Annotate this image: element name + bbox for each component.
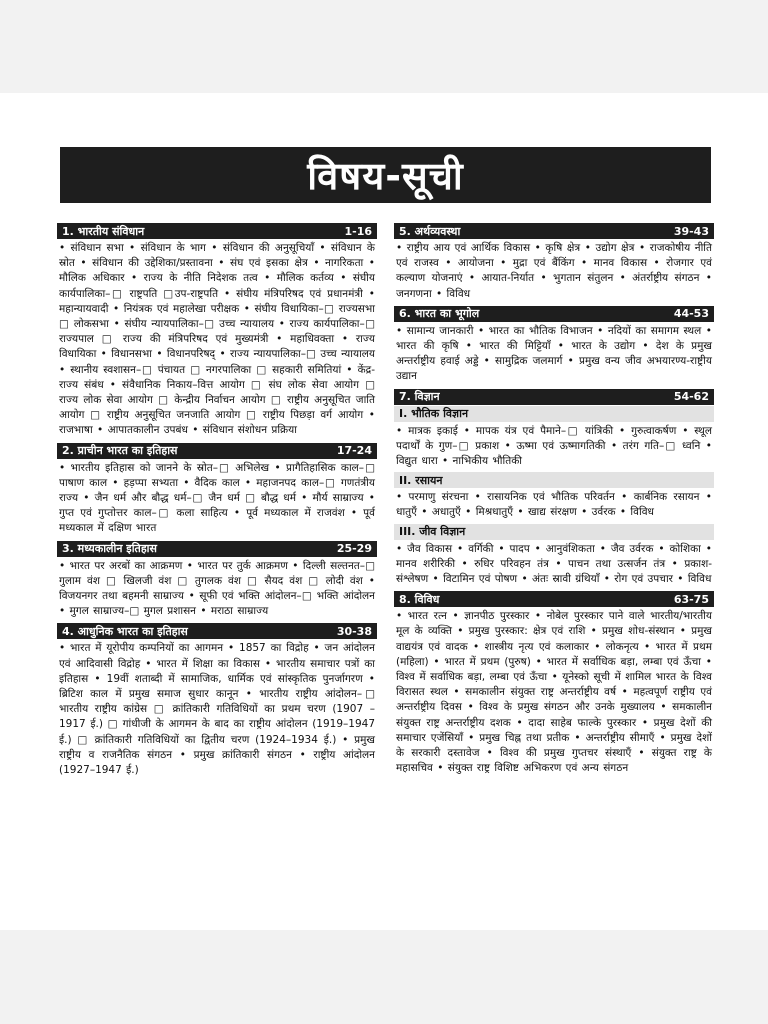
toc-section <box>57 443 377 539</box>
section-header[interactable] <box>394 223 714 239</box>
section-topics: • राष्ट्रीय आय एवं आर्थिक विकास • कृषि क्षेत्र • उद्योग क्षेत्र • राजकोषीय नीति एवं राजस्व • आयोजना • मुद्रा एवं बैंकिंग • मानव विकास • रोजगार एवं कल्याण योजनाएं • आयात-निर्यात • भुगतान संतुलन • अंतर्राष्ट्रीय संगठन • जनगणना • विविध <box>396 242 712 300</box>
section-page-range: 1-16 <box>344 224 372 238</box>
section-topics: • भारत पर अरबों का आक्रमण • भारत पर तुर्क आक्रमण • दिल्ली सल्तनत–□ गुलाम वंश □ खिलजी वंश □ तुगलक वंश □ सैयद वंश □ लोदी वंश • विजयनगर तथा बहमनी साम्राज्य • सूफी एवं भक्ति आंदोलन–□ भक्ति आंदोलन • मुगल साम्राज्य–□ मुगल प्रशासन • मराठा साम्राज्य <box>59 559 375 618</box>
section-title: 4. आधुनिक भारत का इतिहास <box>62 624 188 638</box>
subsection-title: I. भौतिक विज्ञान <box>399 407 469 421</box>
section-page-range: 39-43 <box>673 224 709 238</box>
subsection-header[interactable] <box>394 472 714 488</box>
section-page-range: 25-29 <box>336 542 372 556</box>
subsection-contents <box>394 422 714 472</box>
section-title: 2. प्राचीन भारत का इतिहास <box>62 444 178 458</box>
section-topics: • भारत में यूरोपीय कम्पनियों का आगमन • 1857 का विद्रोह • जन आंदोलन एवं आदिवासी विद्रोह • भारत में शिक्षा का विकास • भारतीय समाचार पत्रों का इतिहास • 19वीं शताब्दी में सामाजिक, धार्मिक एवं सांस्कृतिक पुनर्जागरण • ब्रिटिश काल में प्रमुख समाज सुधार कानून • भारतीय राष्ट्रीय आंदोलन–□ भारतीय राष्ट्रीय कांग्रेस □ क्रांतिकारी गतिविधियों का प्रथम चरण (1907 –1917 ई.) □ गांधीजी के आगमन के बाद का राष्ट्रीय आंदोलन (1919–1947 ई.) □ क्रांतिकारी गतिविधियों का द्वितीय चरण (1924–1934 ई.) • प्रमुख राष्ट्रीय व राजनैतिक संगठन • प्रमुख क्रांतिकारी संगठन • राष्ट्रीय आंदोलन (1927–1947 ई.) <box>59 642 375 777</box>
section-page-range: 63-75 <box>673 592 709 606</box>
section-title: 7. विज्ञान <box>399 390 440 404</box>
subsection-topics: • मात्रक इकाई • मापक यंत्र एवं पैमाने–□ यांत्रिकी • गुरुत्वाकर्षण • स्थूल पदार्थों के गुण–□ प्रकाश • ऊष्मा एवं ऊष्मागतिकी • तरंग गति–□ ध्वनि • विद्युत धारा • नाभिकीय भौतिकी <box>396 424 712 468</box>
page-bottom-margin <box>0 930 768 1024</box>
page-top-margin <box>0 0 768 93</box>
subsection-topics: • जैव विकास • वर्गिकी • पादप • आनुवंशिकता • जैव उर्वरक • कोशिका • मानव शरीरिकी • रुधिर परिवहन तंत्र • पाचन तथा उत्सर्जन तंत्र • प्रकाश- संश्लेषण • विटामिन एवं पोषण • अंतः स्रावी ग्रंथियाँ • रोग एवं उपचार • विविध <box>396 542 712 586</box>
toc-section <box>57 623 377 780</box>
section-header[interactable] <box>394 306 714 322</box>
toc-section <box>394 591 714 778</box>
section-contents <box>57 557 377 622</box>
section-contents <box>394 607 714 778</box>
toc-left-column <box>57 223 377 782</box>
section-page-range: 17-24 <box>336 444 372 458</box>
toc-section <box>57 541 377 622</box>
section-header[interactable] <box>57 443 377 459</box>
subsection-header[interactable] <box>394 524 714 540</box>
page-title: विषय-सूची <box>307 154 464 198</box>
section-title: 5. अर्थव्यवस्था <box>399 224 461 238</box>
section-title: 6. भारत का भूगोल <box>399 307 480 321</box>
toc-section <box>394 306 714 387</box>
section-contents <box>394 239 714 304</box>
section-header[interactable] <box>394 591 714 607</box>
section-contents <box>57 639 377 780</box>
section-header[interactable] <box>57 623 377 639</box>
section-page-range: 30-38 <box>336 624 372 638</box>
section-title: 8. विविध <box>399 592 440 606</box>
page-title-banner <box>60 147 711 203</box>
subsection-contents <box>394 488 714 522</box>
section-topics: • भारत रत्न • ज्ञानपीठ पुरस्कार • नोबेल पुरस्कार पाने वाले भारतीय/भारतीय मूल के व्यक्ति • प्रमुख पुरस्कार: क्षेत्र एवं राशि • प्रमुख शोध-संस्थान • प्रमुख वाद्ययंत्र एवं वादक • शास्त्रीय नृत्य एवं कलाकार • लोकनृत्य • भारत में प्रथम (महिला) • भारत में प्रथम (पुरुष) • भारत में सर्वाधिक बड़ा, लम्बा एवं ऊँचा • विश्व में सर्वाधिक बड़ा, लम्बा एवं ऊँचा • यूनेस्को सूची में शामिल भारत के विश्व विरासत स्थल • समकालीन संयुक्त राष्ट्र अन्तर्राष्ट्रीय वर्ष • महत्वपूर्ण राष्ट्रीय एवं अन्तर्राष्ट्रीय दिवस • विश्व के प्रमुख संगठन और उनके मुख्यालय • समकालीन संयुक्त राष्ट्र अन्तर्राष्ट्रीय दशक • दादा साहेब फाल्के पुरस्कार • प्रमुख देशों की समाचार एजेंसियाँ • प्रमुख चिह्न तथा प्रतीक • अन्तर्राष्ट्रीय सीमाएँ • प्रमुख देशों के सरकारी दस्तावेज • विश्व की प्रमुख गुप्तचर संस्थाएँ • संयुक्त राष्ट्र के महासचिव • संयुक्त राष्ट्र विशिष्ट अभिकरण एवं अन्य संगठन <box>396 610 712 775</box>
toc-section <box>394 223 714 304</box>
section-contents <box>394 322 714 387</box>
section-header[interactable] <box>394 389 714 405</box>
section-header[interactable] <box>57 541 377 557</box>
subsection-contents <box>394 540 714 590</box>
subsection-title: III. जीव विज्ञान <box>399 525 466 539</box>
subsection-header[interactable] <box>394 406 714 422</box>
section-title: 1. भारतीय संविधान <box>62 224 145 238</box>
subsection-topics: • परमाणु संरचना • रासायनिक एवं भौतिक परिवर्तन • कार्बनिक रसायन • धातुएँ • अधातुएँ • मिश्रधातुएँ • खाद्य संरक्षण • उर्वरक • विविध <box>396 491 712 519</box>
section-page-range: 54-62 <box>673 390 709 404</box>
section-topics: • भारतीय इतिहास को जानने के स्रोत–□ अभिलेख • प्रागैतिहासिक काल–□ पाषाण काल • हड़प्पा सभ्यता • वैदिक काल • महाजनपद काल–□ गणतंत्रीय राज्य • जैन धर्म और बौद्ध धर्म–□ जैन धर्म □ बौद्ध धर्म • मौर्य साम्राज्य • गुप्त एवं गुप्तोत्तर काल–□ कला साहित्य • पूर्व मध्यकाल में राजवंश • पूर्व मध्यकाल में दक्षिण भारत <box>59 461 375 535</box>
section-header[interactable] <box>57 223 377 239</box>
toc-right-column <box>394 223 714 780</box>
toc-section <box>394 389 714 590</box>
section-contents <box>57 459 377 539</box>
section-topics: • सामान्य जानकारी • भारत का भौतिक विभाजन • नदियों का समागम स्थल • भारत की कृषि • भारत की मिट्टियाँ • भारत के उद्योग • देश के प्रमुख अन्तर्राष्ट्रीय हवाई अड्डे • सामुद्रिक जलमार्ग • प्रमुख वन्य जीव अभयारण्य-राष्ट्रीय उद्यान <box>396 324 712 383</box>
section-page-range: 44-53 <box>673 307 709 321</box>
section-topics: • संविधान सभा • संविधान के भाग • संविधान की अनुसूचियाँ • संविधान के स्रोत • संविधान की उद्देशिका/प्रस्तावना • संघ एवं इसका क्षेत्र • नागरिकता • मौलिक अधिकार • राज्य के नीति निदेशक तत्व • मौलिक कर्तव्य • संघीय कार्यपालिका–□ राष्ट्रपति □उप-राष्ट्रपति • संघीय मंत्रिपरिषद एवं प्रधानमंत्री • महान्यायवादी • नियंत्रक एवं महालेखा परीक्षक • संघीय विधायिका–□ राज्यसभा □ लोकसभा • संघीय न्यायपालिका–□ उच्च न्यायालय • राज्य कार्यपालिका–□ राज्यपाल □ राज्य की मंत्रिपरिषद एवं मुख्यमंत्री • महाधिवक्ता • राज्य विधायिका • विधानसभा • विधानपरिषद् • राज्य न्यायपालिका–□ उच्च न्यायालय • स्थानीय स्वशासन–□ पंचायत □ नगरपालिका □ सहकारी समितियां • केंद्र-राज्य संबंध • संवैधानिक निकाय–वित्त आयोग □ संघ लोक सेवा आयोग □ राज्य लोक सेवा आयोग □ केन्द्रीय निर्वाचन आयोग □ राष्ट्रीय अनुसूचित जाति आयोग □ राष्ट्रीय अनुसूचित जनजाति आयोग □ राष्ट्रीय पिछड़ा वर्ग आयोग • राजभाषा • आपातकालीन उपबंध • संविधान संशोधन प्रक्रिया <box>59 242 375 437</box>
section-title: 3. मध्यकालीन इतिहास <box>62 542 157 556</box>
subsection-title: II. रसायन <box>399 473 443 487</box>
toc-section <box>57 223 377 441</box>
section-contents <box>57 239 377 441</box>
